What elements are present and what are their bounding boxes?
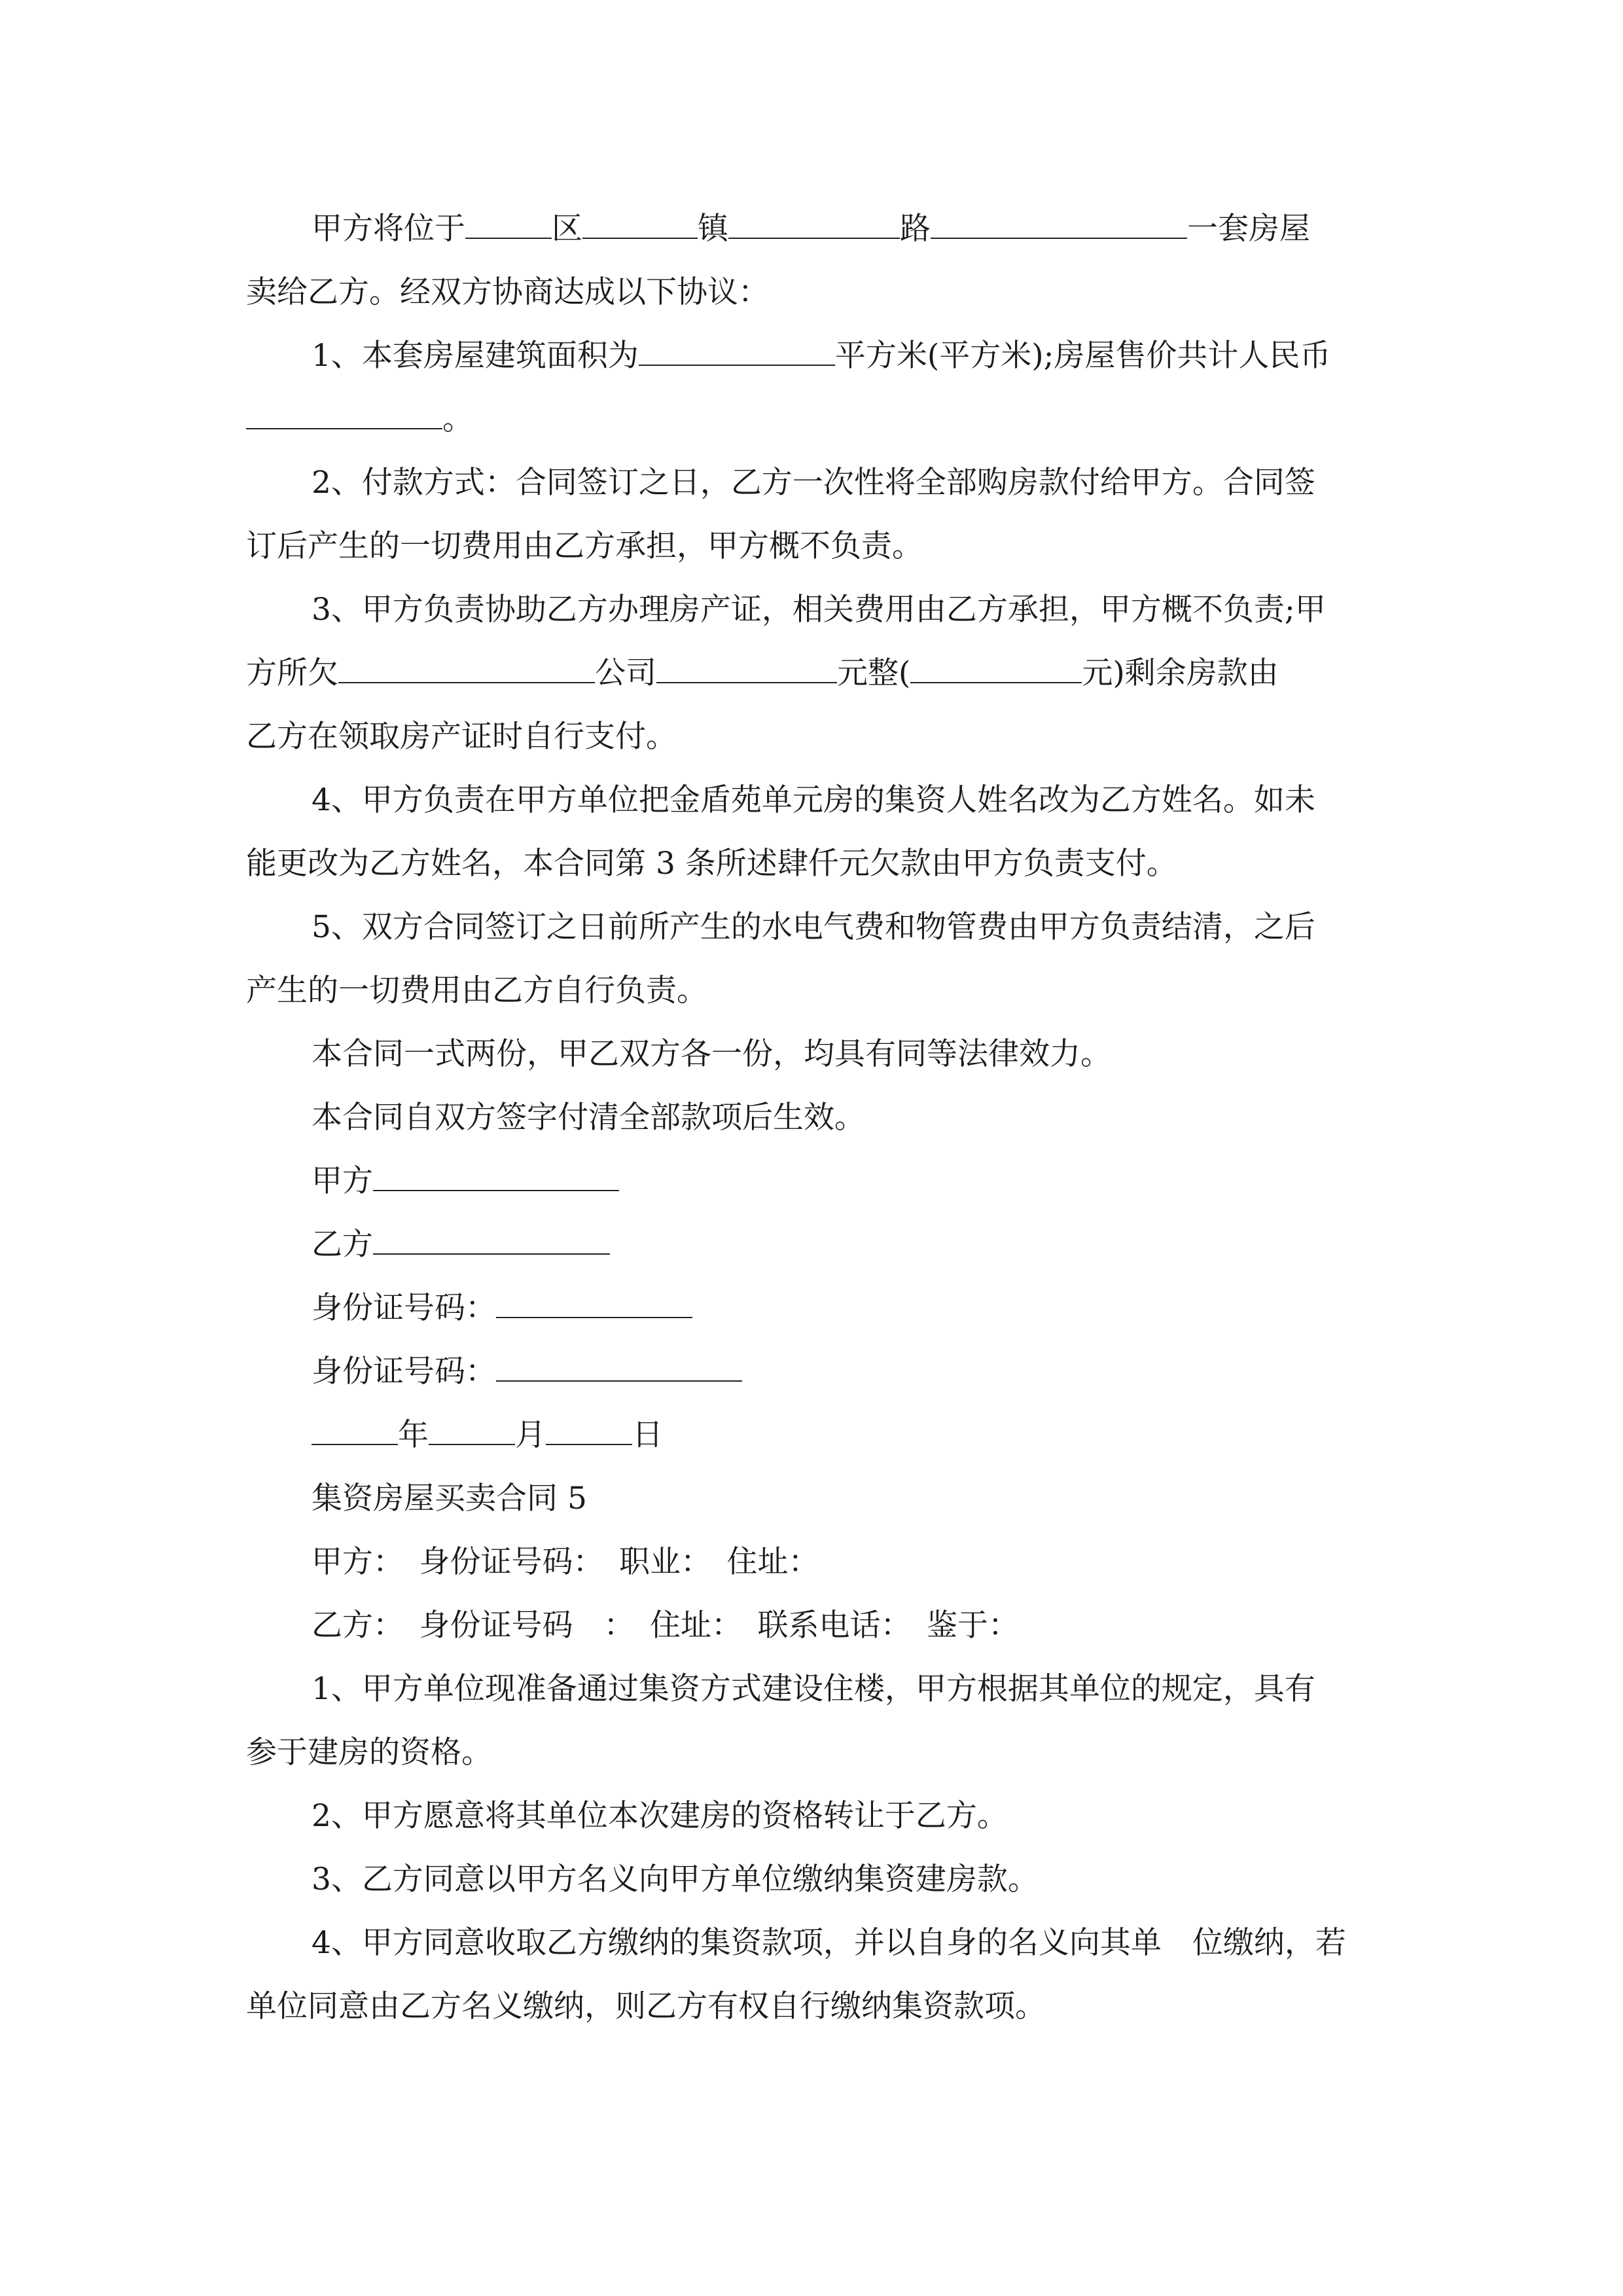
day-blank: [546, 1416, 632, 1445]
year-blank: [312, 1416, 398, 1445]
signature-party-b: [312, 1225, 1450, 1265]
item1-line2: [246, 400, 1385, 439]
item1-line1: [312, 336, 1450, 376]
contract5-c1-line2: 参于建房的资格。: [246, 1734, 492, 1770]
text: 镇: [698, 211, 728, 247]
text: 甲方将位于: [312, 211, 465, 247]
contract5-c4-line1: 4、甲方同意收取乙方缴纳的集资款项，并以自身的名义向其单 位缴纳，若: [312, 1925, 1346, 1961]
label: 年: [398, 1417, 429, 1453]
text: 元)剩余房款由: [1082, 655, 1279, 691]
id-number-b: [312, 1352, 1450, 1391]
label: 日: [632, 1417, 663, 1453]
item2-line1: 2、付款方式：合同签订之日，乙方一次性将全部购房款付给甲方。合同签: [312, 465, 1315, 501]
fill-blank-amount-figure: [910, 655, 1082, 683]
label: 月: [515, 1417, 546, 1453]
id-line: [496, 1353, 742, 1382]
contract5-party-a: 甲方： 身份证号码： 职业： 住址：: [312, 1544, 819, 1580]
id-line: [496, 1289, 692, 1318]
signature-line: [373, 1162, 619, 1191]
para1-line1: [312, 209, 1450, 249]
item5-line2: 产生的一切费用由乙方自行负责。: [246, 973, 707, 1009]
contract5-c3: 3、乙方同意以甲方名义向甲方单位缴纳集资建房款。: [312, 1861, 1039, 1897]
text: 1、本套房屋建筑面积为: [312, 338, 639, 374]
fill-blank-town: [582, 210, 698, 239]
label: 身份证号码：: [312, 1290, 496, 1326]
contract5-c2: 2、甲方愿意将其单位本次建房的资格转让于乙方。: [312, 1798, 1008, 1834]
fill-blank-amount: [656, 655, 837, 683]
item3-line2: [246, 654, 1385, 693]
item3-line3: 乙方在领取房产证时自行支付。: [246, 719, 677, 755]
label: 身份证号码：: [312, 1354, 496, 1390]
item3-line1: 3、甲方负责协助乙方办理房产证，相关费用由乙方承担，甲方概不负责;甲: [312, 592, 1326, 628]
fill-blank-address: [931, 210, 1187, 239]
item5-line1: 5、双方合同签订之日前所产生的水电气费和物管费由甲方负责结清，之后: [312, 909, 1315, 945]
month-blank: [429, 1416, 515, 1445]
item4-line2: 能更改为乙方姓名，本合同第 3 条所述肆仟元欠款由甲方负责支付。: [246, 846, 1177, 882]
text: 。: [442, 401, 473, 437]
date-line: [312, 1416, 1450, 1455]
text: 平方米(平方米);房屋售价共计人民币: [834, 338, 1331, 374]
label: 乙方: [312, 1227, 373, 1263]
text: 元整(: [837, 655, 911, 691]
text: 区: [552, 211, 582, 247]
id-number-a: [312, 1289, 1450, 1328]
fill-blank-road: [728, 210, 900, 239]
item2-line2: 订后产生的一切费用由乙方承担，甲方概不负责。: [246, 528, 923, 564]
signature-party-a: [312, 1162, 1450, 1201]
text: 方所欠: [246, 655, 338, 691]
text: 一套房屋: [1187, 211, 1310, 247]
item4-line1: 4、甲方负责在甲方单位把金盾苑单元房的集资人姓名改为乙方姓名。如未: [312, 782, 1315, 818]
text: 公司: [595, 655, 656, 691]
text: 路: [900, 211, 931, 247]
fill-blank-district: [465, 210, 552, 239]
signature-line: [373, 1226, 610, 1255]
contract5-party-b: 乙方： 身份证号码 ： 住址： 联系电话： 鉴于：: [312, 1607, 1019, 1643]
effective-clause: 本合同自双方签字付清全部款项后生效。: [312, 1100, 865, 1136]
fill-blank-owed-to: [338, 655, 595, 683]
contract5-c1-line1: 1、甲方单位现准备通过集资方式建设住楼，甲方根据其单位的规定，具有: [312, 1671, 1315, 1707]
fill-blank-area: [639, 337, 835, 366]
para1-line2: 卖给乙方。经双方协商达成以下协议：: [246, 274, 769, 310]
copies-clause: 本合同一式两份，甲乙双方各一份，均具有同等法律效力。: [312, 1036, 1111, 1072]
contract5-c4-line2: 单位同意由乙方名义缴纳，则乙方有权自行缴纳集资款项。: [246, 1988, 1046, 2024]
label: 甲方: [312, 1163, 373, 1199]
contract5-title: 集资房屋买卖合同 5: [312, 1480, 587, 1516]
fill-blank-price: [246, 401, 442, 429]
